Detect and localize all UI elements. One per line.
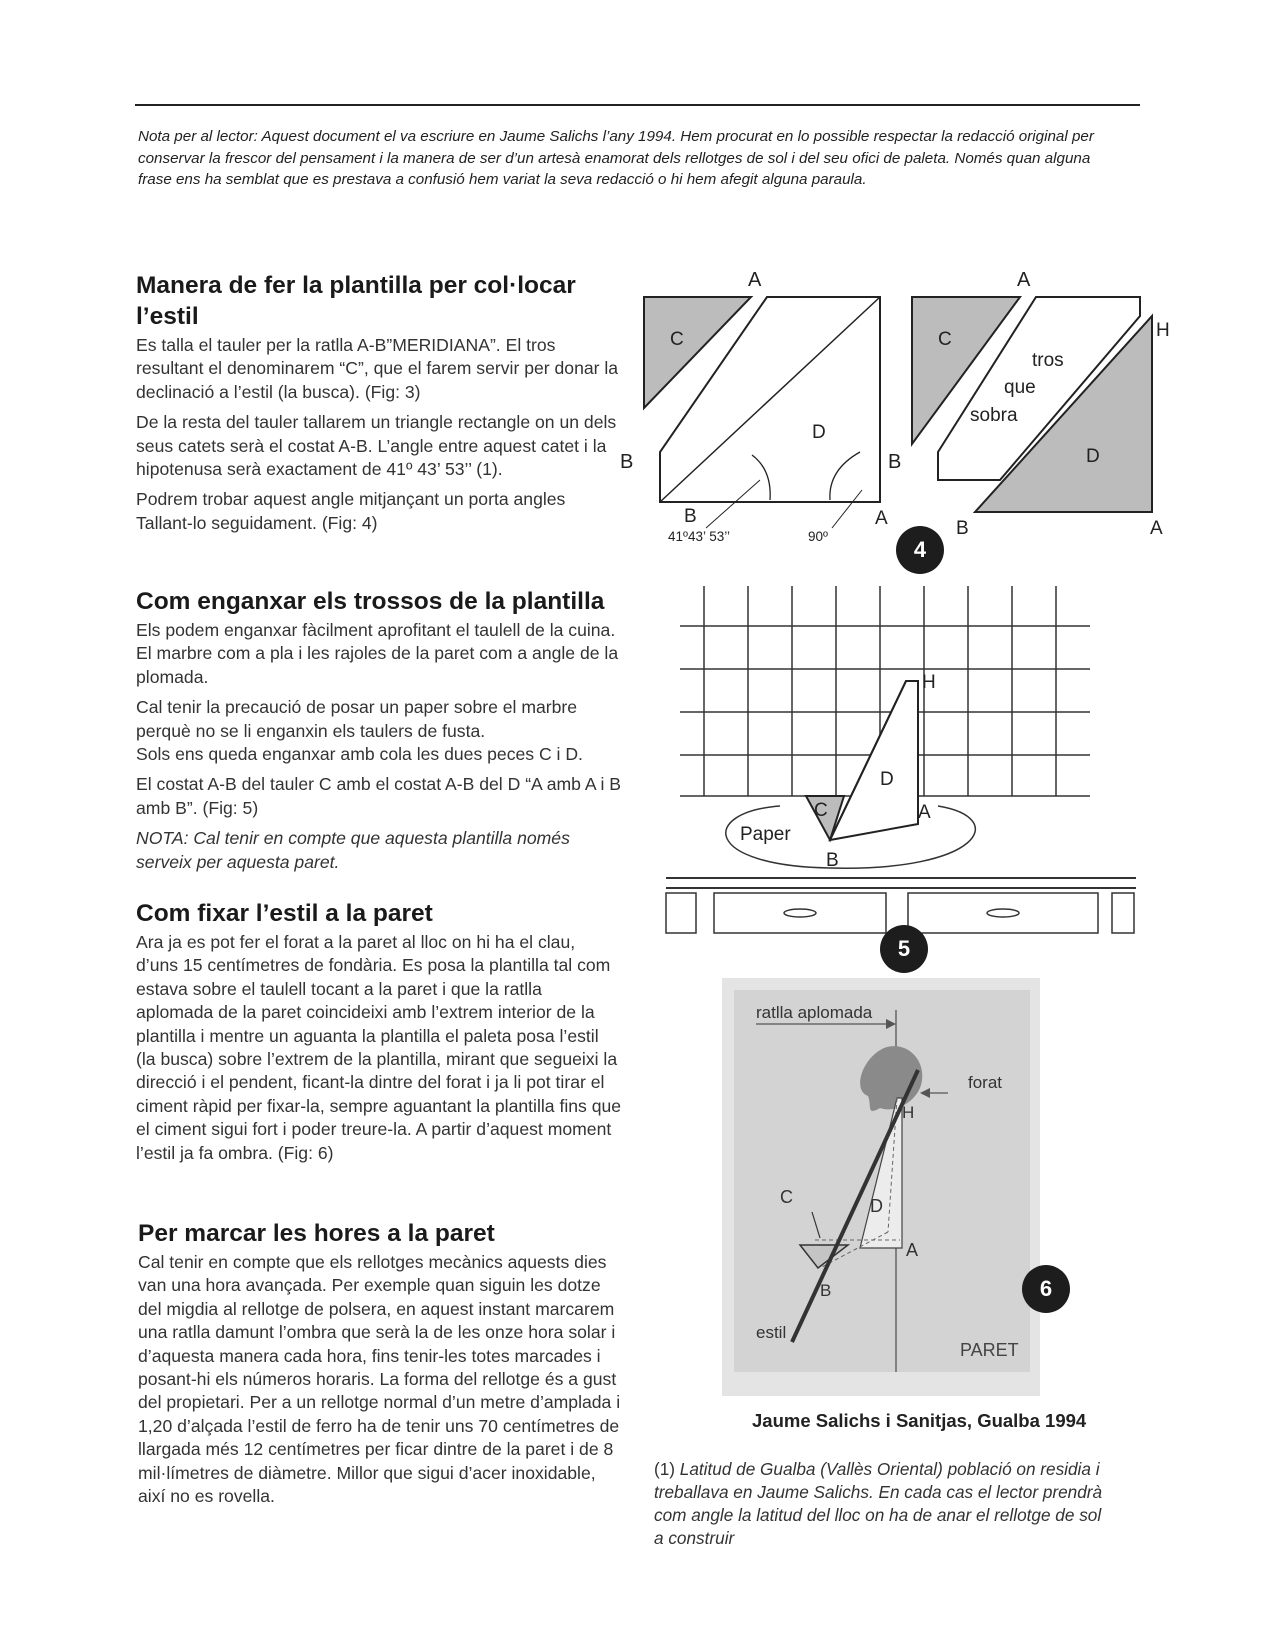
label-c: C <box>780 1187 793 1207</box>
paragraph: Es talla el tauler per la ratlla A-B”MERIDIANA”. El tros resultant el denominarem “C”, que el farem servir per donar la declinació a l’estil (la busca). (Fig: 3) <box>136 335 619 402</box>
section-title: Com fixar l’estil a la paret <box>136 900 433 927</box>
label-c: C <box>814 800 828 821</box>
paragraph: Els podem enganxar fàcilment aprofitant el taulell de la cuina. El marbre com a pla i les rajoles de la paret com a angle de la plomada. <box>136 620 619 687</box>
label-c: C <box>938 329 952 350</box>
cabinet-door <box>1112 893 1134 933</box>
label-h: H <box>922 672 936 693</box>
figure-6 <box>722 978 1040 1396</box>
drawer-handle <box>987 909 1019 917</box>
note-paragraph: NOTA: Cal tenir en compte que aquesta plantilla només serveix per aquesta paret. <box>136 828 570 872</box>
figure-5-template <box>726 672 976 871</box>
figure-4-left <box>620 269 888 544</box>
angle-label: 41º43’ 53’’ <box>668 529 730 544</box>
label-d: D <box>880 769 894 790</box>
label-ratlla-aplomada: ratlla aplomada <box>756 1003 873 1022</box>
label-b: B <box>820 1281 832 1300</box>
figure-number-badge: 5 <box>880 925 928 973</box>
figure-number-badge: 6 <box>1022 1265 1070 1313</box>
label-a: A <box>1017 269 1031 291</box>
paragraph: Cal tenir en compte que els rellotges mecànics aquests dies van una hora avançada. Per exemple quan siguin les dotze del migdia al rellotge de polsera, en aquest instant marcarem una ratlla damunt l’ombra que serà la de les onze hora solar i d’aquesta manera cada hora, fins tenir-les totes marcades i posant-hi els números horaris. La forma del rellotge és a gust del propietari. Per a un rellotge normal d’un metre d’amplada i 1,20 d’alçada l’estil de ferro ha de tenir uns 70 centímetres de llargada més 12 centímetres per ficar dintre de la paret i de 8 mil·límetres de diàmetre. Millor que sigui d’acer inoxidable, així no es rovella. <box>138 1252 621 1507</box>
label-forat: forat <box>968 1073 1003 1092</box>
section-title: Manera de fer la plantilla per col·locar l’estil <box>136 272 576 330</box>
label-d: D <box>1086 446 1100 467</box>
paragraph: Cal tenir la precaució de posar un paper sobre el marbre perquè no se li enganxin els taulers de fusta. <box>136 697 578 741</box>
cabinet-door <box>666 893 696 933</box>
reader-note: Nota per al lector: Aquest document el va escriure en Jaume Salichs l’any 1994. Hem procurat en lo possible respectar la redacció original per conservar la frescor del pensament i la manera de ser d’un artesà enamorat dels rellotges de sol i del seu ofici de paleta. Només quan alguna frase ens ha semblat que es prestava a confusió hem variat la seva redacció o hi hem afegit alguna paraula. <box>138 128 1094 188</box>
label-a: A <box>1150 518 1163 539</box>
label-b: B <box>888 451 902 473</box>
label-paret: PARET <box>960 1340 1019 1360</box>
figure-caption: Jaume Salichs i Sanitjas, Gualba 1994 <box>752 1410 1087 1431</box>
paragraph: Podrem trobar aquest angle mitjançant un porta angles Tallant-lo seguidament. (Fig: 4) <box>136 489 566 533</box>
drawer <box>714 893 886 933</box>
label-a: A <box>875 508 888 529</box>
footnote <box>654 1458 1114 1550</box>
label-h: H <box>1156 320 1170 341</box>
label-b: B <box>684 506 697 527</box>
label-b: B <box>826 850 839 871</box>
paragraph: Sols ens queda enganxar amb cola les dues peces C i D. <box>136 744 583 765</box>
drawer <box>908 893 1098 933</box>
label-b: B <box>956 518 969 539</box>
label-sobra: sobra <box>970 405 1018 426</box>
label-a: A <box>748 269 762 291</box>
angle-label: 90º <box>808 529 828 544</box>
label-que: que <box>1004 377 1036 398</box>
footnote-text: Latitud de Gualba (Vallès Oriental) població on residia i treballava en Jaume Salichs. En cada cas el lector prendrà com angle la latitud del lloc on ha de anar el rellotge de sol a construir <box>654 1459 1103 1548</box>
label-paper: Paper <box>740 824 791 845</box>
paragraph: Ara ja es pot fer el forat a la paret al lloc on hi ha el clau, d’uns 15 centímetres de fondària. Es posa la plantilla tal com estava sobre el taulell tocant a la paret i que la ratlla aplomada de la paret coincideixi amb l’extrem interior de la plantilla i mentre un aguanta la plantilla el paleta posa l’estil (la busca) sobre l’extrem de la plantilla, mirant que segueixi la direcció i el pendent, ficant-la dintre del forat i ja li pot tirar el ciment ràpid per fixar-la, sempre aguantant la plantilla fins que el ciment sigui fort i poder treure-la. A partir d’aquest moment l’estil ja fa ombra. (Fig: 6) <box>136 932 622 1163</box>
label-b: B <box>620 451 634 473</box>
piece-d <box>830 681 918 840</box>
figure-4-right <box>888 269 1170 539</box>
section-title: Com enganxar els trossos de la plantilla <box>136 588 605 615</box>
label-estil: estil <box>756 1323 787 1342</box>
footnote-number: (1) <box>654 1459 680 1479</box>
label-d: D <box>812 422 826 443</box>
section-title: Per marcar les hores a la paret <box>138 1220 495 1247</box>
label-a: A <box>918 802 931 823</box>
label-c: C <box>670 329 684 350</box>
paragraph: De la resta del tauler tallarem un triangle rectangle on un dels seus catets serà el costat A-B. L’angle entre aquest catet i la hipotenusa serà exactament de 41º 43’ 53’’ (1). <box>136 412 617 480</box>
label-tros: tros <box>1032 350 1064 371</box>
drawer-handle <box>784 909 816 917</box>
paragraph: El costat A-B del tauler C amb el costat A-B del D “A amb A i B amb B”. (Fig: 5) <box>136 774 622 818</box>
label-a: A <box>906 1240 919 1260</box>
label-d: D <box>870 1196 883 1216</box>
label-h: H <box>902 1103 915 1122</box>
figure-number-badge: 4 <box>896 526 944 574</box>
